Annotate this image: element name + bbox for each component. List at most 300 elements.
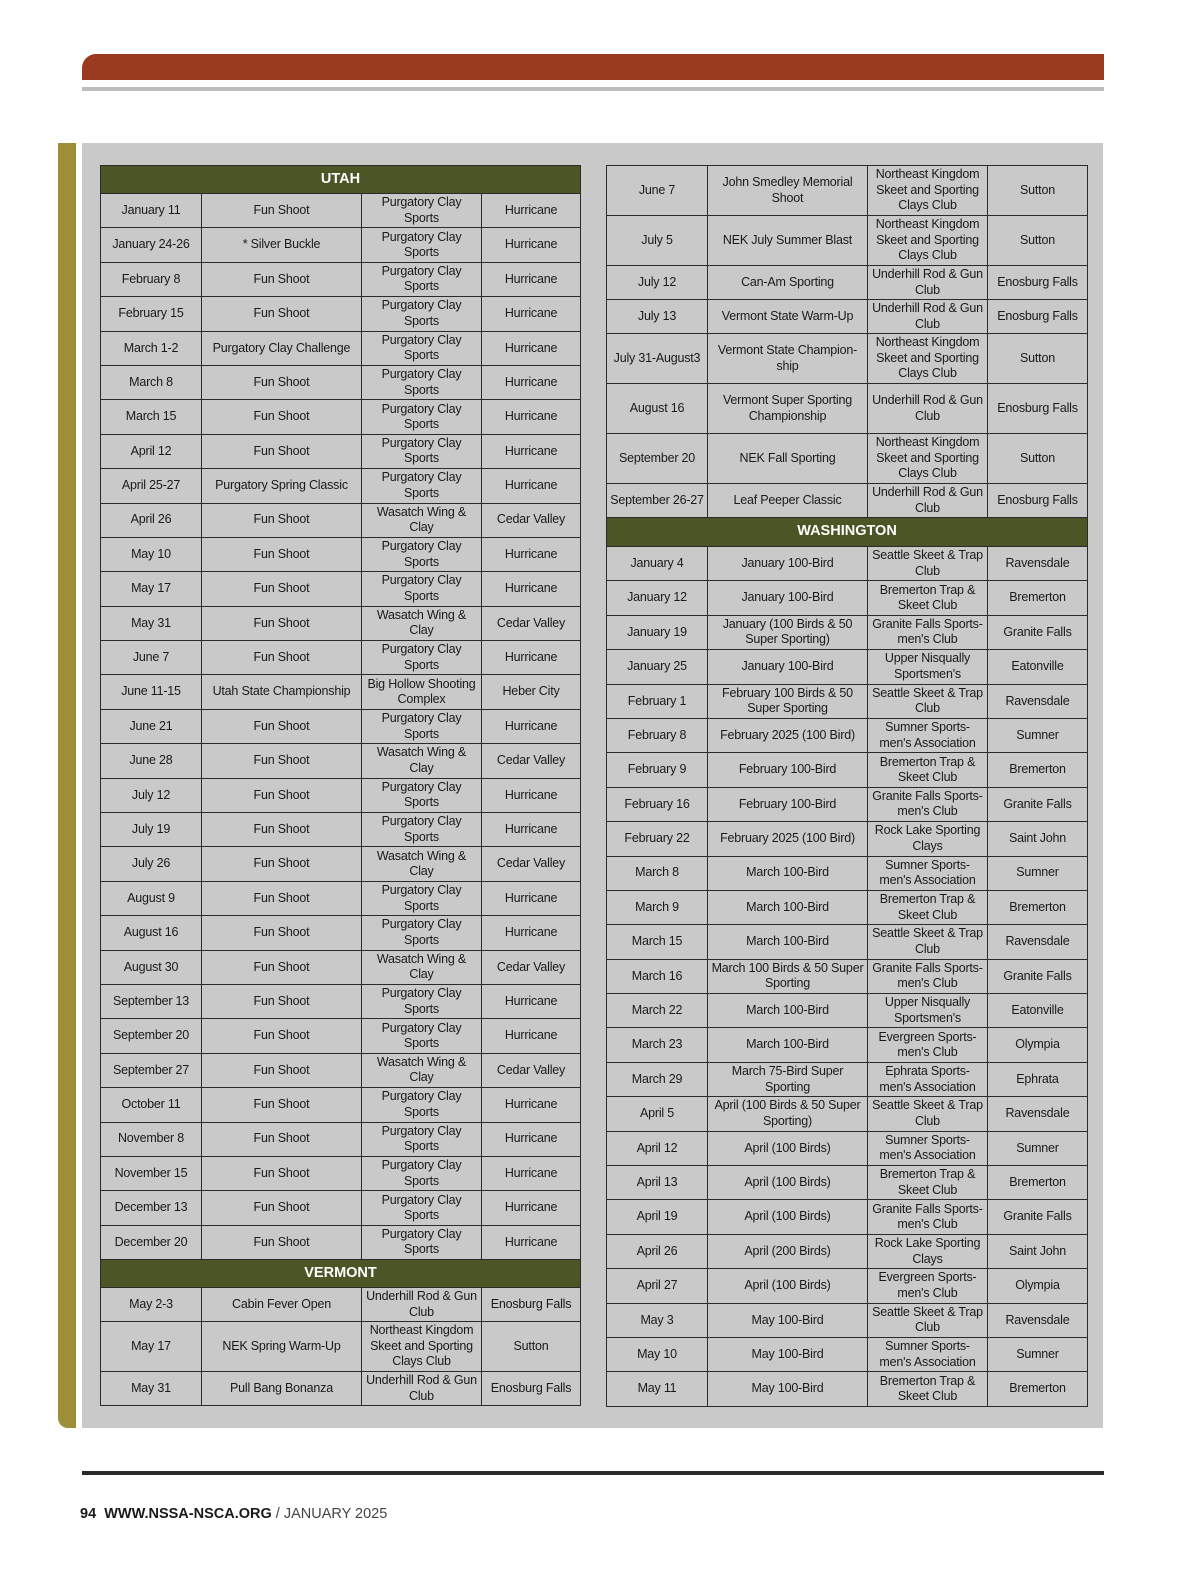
city-cell: Hurricane [482, 1191, 581, 1225]
table-row [607, 1028, 1088, 1062]
city-cell: Cedar Valley [482, 503, 581, 537]
club-name-cell: Seattle Skeet & Trap Club [868, 925, 988, 959]
city-cell: Hurricane [482, 194, 581, 228]
club-name-cell: Sumner Sports-men's Association [868, 718, 988, 752]
table-row [607, 718, 1088, 752]
event-date-cell: May 17 [101, 1322, 202, 1372]
table-row [607, 650, 1088, 684]
club-name-cell: Purgatory Clay Sports [362, 400, 482, 434]
table-row [101, 572, 581, 606]
city-cell: Hurricane [482, 984, 581, 1018]
city-cell: Hurricane [482, 434, 581, 468]
event-date-cell: March 9 [607, 890, 708, 924]
club-name-cell: Evergreen Sports-men's Club [868, 1028, 988, 1062]
club-name-cell: Northeast Kingdom Skeet and Sporting Clays Club [868, 334, 988, 384]
event-name-cell: March 100-Bird [708, 856, 868, 890]
city-cell: Enosburg Falls [988, 266, 1088, 300]
table-row [101, 675, 581, 709]
club-name-cell: Purgatory Clay Sports [362, 194, 482, 228]
table-row [101, 709, 581, 743]
event-name-cell: March 100-Bird [708, 994, 868, 1028]
table-row [101, 537, 581, 571]
club-name-cell: Purgatory Clay Sports [362, 1088, 482, 1122]
event-name-cell: February 100-Bird [708, 787, 868, 821]
club-name-cell: Purgatory Clay Sports [362, 1122, 482, 1156]
event-name-cell: Fun Shoot [202, 1122, 362, 1156]
event-name-cell: Fun Shoot [202, 950, 362, 984]
table-row [607, 1200, 1088, 1234]
event-name-cell: Utah State Championship [202, 675, 362, 709]
table-row [101, 1372, 581, 1406]
event-name-cell: Fun Shoot [202, 813, 362, 847]
event-name-cell: March 100-Bird [708, 925, 868, 959]
event-date-cell: April 12 [607, 1131, 708, 1165]
table-row [607, 434, 1088, 484]
table-row [607, 581, 1088, 615]
event-date-cell: March 22 [607, 994, 708, 1028]
event-name-cell: Fun Shoot [202, 709, 362, 743]
event-name-cell: NEK Spring Warm-Up [202, 1322, 362, 1372]
club-name-cell: Big Hollow Shooting Complex [362, 675, 482, 709]
event-date-cell: May 31 [101, 1372, 202, 1406]
table-row [101, 400, 581, 434]
table-row [101, 984, 581, 1018]
table-row [607, 890, 1088, 924]
event-name-cell: Fun Shoot [202, 194, 362, 228]
header-rule [82, 87, 1104, 91]
event-name-cell: April (200 Birds) [708, 1234, 868, 1268]
table-row [607, 822, 1088, 856]
city-cell: Olympia [988, 1269, 1088, 1303]
city-cell: Cedar Valley [482, 1053, 581, 1087]
club-name-cell: Purgatory Clay Sports [362, 262, 482, 296]
event-date-cell: April 25-27 [101, 469, 202, 503]
city-cell: Sumner [988, 1131, 1088, 1165]
event-name-cell: February 2025 (100 Bird) [708, 822, 868, 856]
table-row [101, 606, 581, 640]
city-cell: Hurricane [482, 400, 581, 434]
event-name-cell: March 75-Bird Super Sporting [708, 1062, 868, 1096]
table-row [101, 1019, 581, 1053]
event-name-cell: Cabin Fever Open [202, 1288, 362, 1322]
city-cell: Cedar Valley [482, 606, 581, 640]
club-name-cell: Purgatory Clay Sports [362, 365, 482, 399]
table-row [101, 950, 581, 984]
event-name-cell: Leaf Peeper Classic [708, 484, 868, 518]
event-name-cell: Fun Shoot [202, 262, 362, 296]
event-date-cell: June 11-15 [101, 675, 202, 709]
city-cell: Bremerton [988, 890, 1088, 924]
club-name-cell: Evergreen Sports-men's Club [868, 1269, 988, 1303]
city-cell: Hurricane [482, 365, 581, 399]
event-name-cell: Fun Shoot [202, 984, 362, 1018]
club-name-cell: Purgatory Clay Sports [362, 434, 482, 468]
event-name-cell: April (100 Birds & 50 Super Sporting) [708, 1097, 868, 1131]
table-row [101, 778, 581, 812]
event-date-cell: September 26-27 [607, 484, 708, 518]
table-row [101, 1053, 581, 1087]
event-name-cell: Fun Shoot [202, 1088, 362, 1122]
table-row [607, 753, 1088, 787]
club-name-cell: Northeast Kingdom Skeet and Sporting Clays Club [868, 166, 988, 216]
event-date-cell: February 1 [607, 684, 708, 718]
event-date-cell: June 28 [101, 744, 202, 778]
table-row [607, 1234, 1088, 1268]
table-row [607, 1269, 1088, 1303]
club-name-cell: Wasatch Wing & Clay [362, 950, 482, 984]
city-cell: Cedar Valley [482, 950, 581, 984]
event-name-cell: February 100-Bird [708, 753, 868, 787]
event-name-cell: Pull Bang Bonanza [202, 1372, 362, 1406]
club-name-cell: Purgatory Clay Sports [362, 709, 482, 743]
city-cell: Sumner [988, 1337, 1088, 1371]
table-row [607, 856, 1088, 890]
event-date-cell: March 29 [607, 1062, 708, 1096]
event-date-cell: April 27 [607, 1269, 708, 1303]
event-date-cell: January 19 [607, 615, 708, 649]
section-title: VERMONT [101, 1260, 581, 1288]
event-date-cell: September 13 [101, 984, 202, 1018]
event-date-cell: April 26 [607, 1234, 708, 1268]
city-cell: Cedar Valley [482, 847, 581, 881]
city-cell: Hurricane [482, 1225, 581, 1259]
event-name-cell: May 100-Bird [708, 1303, 868, 1337]
section-header-row [101, 1260, 581, 1288]
table-row [607, 300, 1088, 334]
club-name-cell: Sumner Sports-men's Association [868, 856, 988, 890]
table-row [607, 615, 1088, 649]
city-cell: Hurricane [482, 1019, 581, 1053]
event-date-cell: February 22 [607, 822, 708, 856]
city-cell: Hurricane [482, 572, 581, 606]
table-row [607, 484, 1088, 518]
event-name-cell: NEK July Summer Blast [708, 216, 868, 266]
city-cell: Hurricane [482, 469, 581, 503]
city-cell: Hurricane [482, 297, 581, 331]
event-date-cell: June 7 [101, 641, 202, 675]
city-cell: Saint John [988, 1234, 1088, 1268]
event-date-cell: February 8 [607, 718, 708, 752]
event-date-cell: March 15 [101, 400, 202, 434]
table-row [607, 266, 1088, 300]
table-row [607, 1166, 1088, 1200]
table-row [101, 813, 581, 847]
event-date-cell: February 8 [101, 262, 202, 296]
city-cell: Ravensdale [988, 684, 1088, 718]
city-cell: Heber City [482, 675, 581, 709]
city-cell: Granite Falls [988, 615, 1088, 649]
club-name-cell: Purgatory Clay Sports [362, 778, 482, 812]
event-date-cell: May 10 [607, 1337, 708, 1371]
club-name-cell: Northeast Kingdom Skeet and Sporting Clays Club [868, 434, 988, 484]
event-name-cell: Purgatory Clay Challenge [202, 331, 362, 365]
city-cell: Enosburg Falls [988, 384, 1088, 434]
club-name-cell: Granite Falls Sports-men's Club [868, 959, 988, 993]
club-name-cell: Purgatory Clay Sports [362, 1225, 482, 1259]
city-cell: Bremerton [988, 581, 1088, 615]
club-name-cell: Wasatch Wing & Clay [362, 606, 482, 640]
event-name-cell: January 100-Bird [708, 650, 868, 684]
event-date-cell: July 26 [101, 847, 202, 881]
event-date-cell: September 20 [607, 434, 708, 484]
club-name-cell: Northeast Kingdom Skeet and Sporting Clays Club [362, 1322, 482, 1372]
event-name-cell: * Silver Buckle [202, 228, 362, 262]
section-title: WASHINGTON [607, 518, 1088, 547]
table-row [101, 434, 581, 468]
event-date-cell: May 11 [607, 1372, 708, 1406]
footer-issue: JANUARY 2025 [283, 1506, 388, 1522]
club-name-cell: Seattle Skeet & Trap Club [868, 684, 988, 718]
table-row [607, 1131, 1088, 1165]
club-name-cell: Purgatory Clay Sports [362, 331, 482, 365]
event-date-cell: April 5 [607, 1097, 708, 1131]
table-row [101, 916, 581, 950]
table-row [607, 334, 1088, 384]
event-name-cell: February 2025 (100 Bird) [708, 718, 868, 752]
event-name-cell: Vermont State Warm-Up [708, 300, 868, 334]
table-row [607, 925, 1088, 959]
event-date-cell: December 20 [101, 1225, 202, 1259]
event-date-cell: March 16 [607, 959, 708, 993]
city-cell: Hurricane [482, 537, 581, 571]
event-date-cell: January 25 [607, 650, 708, 684]
event-date-cell: April 13 [607, 1166, 708, 1200]
club-name-cell: Wasatch Wing & Clay [362, 847, 482, 881]
section-header-row [101, 166, 581, 194]
table-row [607, 216, 1088, 266]
city-cell: Sutton [988, 434, 1088, 484]
club-name-cell: Underhill Rod & Gun Club [362, 1288, 482, 1322]
event-date-cell: August 16 [607, 384, 708, 434]
event-date-cell: August 16 [101, 916, 202, 950]
table-row [101, 503, 581, 537]
city-cell: Olympia [988, 1028, 1088, 1062]
event-name-cell: Fun Shoot [202, 434, 362, 468]
event-name-cell: Fun Shoot [202, 916, 362, 950]
event-name-cell: May 100-Bird [708, 1372, 868, 1406]
schedule-table-left [100, 165, 581, 1406]
event-date-cell: May 2-3 [101, 1288, 202, 1322]
city-cell: Eatonville [988, 650, 1088, 684]
club-name-cell: Underhill Rod & Gun Club [868, 484, 988, 518]
city-cell: Cedar Valley [482, 744, 581, 778]
table-row [101, 297, 581, 331]
event-name-cell: Fun Shoot [202, 1191, 362, 1225]
event-name-cell: Fun Shoot [202, 365, 362, 399]
club-name-cell: Sumner Sports-men's Association [868, 1337, 988, 1371]
event-date-cell: February 9 [607, 753, 708, 787]
event-date-cell: November 8 [101, 1122, 202, 1156]
event-date-cell: May 31 [101, 606, 202, 640]
event-name-cell: Fun Shoot [202, 1225, 362, 1259]
event-date-cell: July 12 [101, 778, 202, 812]
table-row [101, 365, 581, 399]
event-date-cell: June 7 [607, 166, 708, 216]
city-cell: Enosburg Falls [988, 300, 1088, 334]
club-name-cell: Purgatory Clay Sports [362, 1156, 482, 1190]
event-name-cell: Fun Shoot [202, 572, 362, 606]
event-name-cell: April (100 Birds) [708, 1269, 868, 1303]
club-name-cell: Seattle Skeet & Trap Club [868, 1097, 988, 1131]
club-name-cell: Purgatory Clay Sports [362, 537, 482, 571]
club-name-cell: Rock Lake Sporting Clays [868, 1234, 988, 1268]
table-row [101, 262, 581, 296]
event-name-cell: Fun Shoot [202, 744, 362, 778]
event-name-cell: March 100 Birds & 50 Super Sporting [708, 959, 868, 993]
table-row [607, 684, 1088, 718]
club-name-cell: Purgatory Clay Sports [362, 641, 482, 675]
club-name-cell: Underhill Rod & Gun Club [362, 1372, 482, 1406]
event-name-cell: John Smedley Memorial Shoot [708, 166, 868, 216]
club-name-cell: Bremerton Trap & Skeet Club [868, 1166, 988, 1200]
club-name-cell: Bremerton Trap & Skeet Club [868, 890, 988, 924]
table-row [101, 469, 581, 503]
page-number: 94 [80, 1506, 97, 1522]
event-date-cell: January 12 [607, 581, 708, 615]
city-cell: Sutton [988, 334, 1088, 384]
club-name-cell: Underhill Rod & Gun Club [868, 300, 988, 334]
club-name-cell: Bremerton Trap & Skeet Club [868, 753, 988, 787]
city-cell: Granite Falls [988, 959, 1088, 993]
event-date-cell: August 9 [101, 881, 202, 915]
club-name-cell: Wasatch Wing & Clay [362, 503, 482, 537]
event-date-cell: January 11 [101, 194, 202, 228]
city-cell: Ravensdale [988, 1097, 1088, 1131]
table-row [607, 1303, 1088, 1337]
table-row [101, 194, 581, 228]
event-date-cell: June 21 [101, 709, 202, 743]
city-cell: Ephrata [988, 1062, 1088, 1096]
event-name-cell: Fun Shoot [202, 778, 362, 812]
city-cell: Bremerton [988, 753, 1088, 787]
city-cell: Hurricane [482, 1156, 581, 1190]
club-name-cell: Bremerton Trap & Skeet Club [868, 1372, 988, 1406]
event-name-cell: January (100 Birds & 50 Super Sporting) [708, 615, 868, 649]
event-date-cell: May 10 [101, 537, 202, 571]
club-name-cell: Seattle Skeet & Trap Club [868, 1303, 988, 1337]
event-name-cell: Fun Shoot [202, 641, 362, 675]
event-date-cell: May 17 [101, 572, 202, 606]
city-cell: Ravensdale [988, 925, 1088, 959]
city-cell: Eatonville [988, 994, 1088, 1028]
city-cell: Granite Falls [988, 1200, 1088, 1234]
accent-strip [58, 143, 76, 1428]
club-name-cell: Purgatory Clay Sports [362, 813, 482, 847]
event-name-cell: Fun Shoot [202, 847, 362, 881]
event-name-cell: April (100 Birds) [708, 1200, 868, 1234]
event-name-cell: Can-Am Sporting [708, 266, 868, 300]
event-date-cell: September 27 [101, 1053, 202, 1087]
event-date-cell: April 12 [101, 434, 202, 468]
table-row [607, 547, 1088, 581]
club-name-cell: Wasatch Wing & Clay [362, 744, 482, 778]
city-cell: Saint John [988, 822, 1088, 856]
table-row [607, 1062, 1088, 1096]
club-name-cell: Seattle Skeet & Trap Club [868, 547, 988, 581]
club-name-cell: Wasatch Wing & Clay [362, 1053, 482, 1087]
city-cell: Hurricane [482, 641, 581, 675]
event-name-cell: May 100-Bird [708, 1337, 868, 1371]
table-row [607, 384, 1088, 434]
city-cell: Ravensdale [988, 1303, 1088, 1337]
city-cell: Enosburg Falls [482, 1288, 581, 1322]
event-date-cell: March 8 [607, 856, 708, 890]
table-row [101, 1088, 581, 1122]
table-row [101, 1288, 581, 1322]
city-cell: Hurricane [482, 331, 581, 365]
event-name-cell: January 100-Bird [708, 547, 868, 581]
club-name-cell: Purgatory Clay Sports [362, 916, 482, 950]
event-date-cell: December 13 [101, 1191, 202, 1225]
event-date-cell: April 26 [101, 503, 202, 537]
event-name-cell: Fun Shoot [202, 400, 362, 434]
club-name-cell: Purgatory Clay Sports [362, 572, 482, 606]
event-date-cell: March 8 [101, 365, 202, 399]
event-date-cell: May 3 [607, 1303, 708, 1337]
club-name-cell: Rock Lake Sporting Clays [868, 822, 988, 856]
club-name-cell: Sumner Sports-men's Association [868, 1131, 988, 1165]
table-row [607, 1337, 1088, 1371]
event-name-cell: NEK Fall Sporting [708, 434, 868, 484]
event-date-cell: March 1-2 [101, 331, 202, 365]
table-row [101, 847, 581, 881]
footer-rule [82, 1471, 1104, 1475]
table-row [607, 959, 1088, 993]
club-name-cell: Underhill Rod & Gun Club [868, 384, 988, 434]
city-cell: Hurricane [482, 916, 581, 950]
club-name-cell: Purgatory Clay Sports [362, 297, 482, 331]
event-date-cell: February 15 [101, 297, 202, 331]
table-row [101, 228, 581, 262]
event-name-cell: Purgatory Spring Classic [202, 469, 362, 503]
table-row [607, 787, 1088, 821]
header-color-bar [82, 54, 1104, 80]
event-date-cell: July 13 [607, 300, 708, 334]
city-cell: Sutton [482, 1322, 581, 1372]
table-row [101, 1191, 581, 1225]
city-cell: Hurricane [482, 262, 581, 296]
city-cell: Sutton [988, 216, 1088, 266]
table-row [101, 1322, 581, 1372]
city-cell: Hurricane [482, 228, 581, 262]
event-date-cell: April 19 [607, 1200, 708, 1234]
footer-site-link[interactable]: WWW.NSSA-NSCA.ORG [104, 1506, 272, 1522]
event-name-cell: April (100 Birds) [708, 1166, 868, 1200]
event-name-cell: April (100 Birds) [708, 1131, 868, 1165]
city-cell: Hurricane [482, 778, 581, 812]
section-title: UTAH [101, 166, 581, 194]
city-cell: Bremerton [988, 1372, 1088, 1406]
club-name-cell: Purgatory Clay Sports [362, 1191, 482, 1225]
event-date-cell: August 30 [101, 950, 202, 984]
page-footer [80, 1506, 387, 1522]
city-cell: Sumner [988, 856, 1088, 890]
club-name-cell: Upper Nisqually Sportsmen's [868, 650, 988, 684]
city-cell: Enosburg Falls [988, 484, 1088, 518]
footer-separator: / [275, 1506, 280, 1522]
event-name-cell: February 100 Birds & 50 Super Sporting [708, 684, 868, 718]
table-row [101, 1225, 581, 1259]
table-row [607, 1097, 1088, 1131]
club-name-cell: Upper Nisqually Sportsmen's [868, 994, 988, 1028]
event-name-cell: Fun Shoot [202, 503, 362, 537]
event-name-cell: Fun Shoot [202, 606, 362, 640]
event-name-cell: March 100-Bird [708, 1028, 868, 1062]
club-name-cell: Purgatory Clay Sports [362, 469, 482, 503]
table-row [607, 166, 1088, 216]
table-row [607, 994, 1088, 1028]
club-name-cell: Underhill Rod & Gun Club [868, 266, 988, 300]
